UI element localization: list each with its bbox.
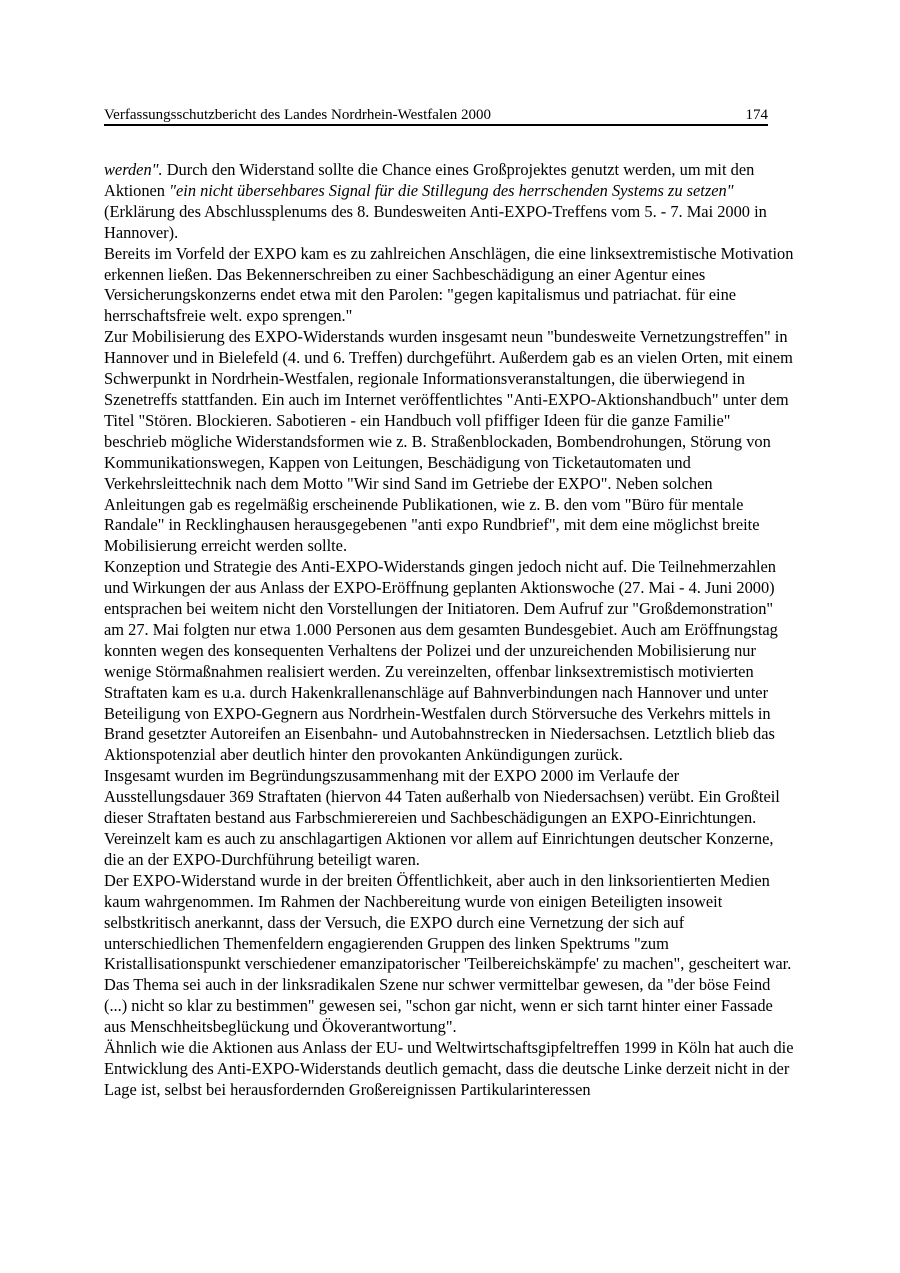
text-segment-italic: werden". — [104, 160, 163, 179]
paragraph — [104, 244, 794, 328]
text-segment: Zur Mobilisierung des EXPO-Widerstands wurden insgesamt neun "bundesweite Vernetzungstreffen" in Hannover und in Bielefeld (4. und 6. Treffen) durchgeführt. Außerdem gab es an vielen Orten, mit einem Schwerpunkt in Nordrhein-Westfalen, regionale Informationsveranstaltungen, die überwiegend in Szenetreffs stattfanden. Ein auch im Internet veröffentlichtes "Anti-EXPO-Aktionshandbuch" unter dem Titel "Stören. Blockieren. Sabotieren - ein Handbuch voll pfiffiger Ideen für die ganze Familie" beschrieb mögliche Widerstandsformen wie z. B. Straßenblockaden, Bombendrohungen, Störung von Kommunikationswegen, Kappen von Leitungen, Beschädigung von Ticketautomaten und Verkehrsleittechnik nach dem Motto "Wir sind Sand im Getriebe der EXPO". Neben solchen Anleitungen gab es regelmäßig erscheinende Publikationen, wie z. B. den vom "Büro für mentale Randale" in Recklinghausen herausgegebenen "anti expo Rundbrief", mit dem eine möglichst breite Mobilisierung erreicht werden sollte. — [104, 327, 793, 556]
page-header — [104, 106, 768, 126]
text-segment: Ähnlich wie die Aktionen aus Anlass der EU- und Weltwirtschaftsgipfeltreffen 1999 in Köln hat auch die Entwicklung des Anti-EXPO-Widerstands deutlich gemacht, dass die deutsche Linke derzeit nicht in der Lage ist, selbst bei herausfordernden Großereignissen Partikularinteressen — [104, 1038, 794, 1099]
text-segment-italic: "ein nicht übersehbares Signal für die Stillegung des herrschenden Systems zu setzen" — [169, 180, 734, 200]
text-segment: Bereits im Vorfeld der EXPO kam es zu zahlreichen Anschlägen, die eine linksextremistische Motivation erkennen ließen. Das Bekennerschreiben zu einer Sachbeschädigung an einer Agentur eines Versicherungskonzerns endet etwa mit den Parolen: "gegen kapitalismus und patriachat. für eine herrschaftsfreie welt. expo sprengen." — [104, 243, 794, 326]
paragraph — [104, 327, 794, 557]
text-segment: (Erklärung des Abschlussplenums des 8. Bundesweiten Anti-EXPO-Treffens vom 5. - 7. Mai 2000 in Hannover). — [104, 201, 767, 242]
page-number: 174 — [745, 107, 768, 123]
paragraph — [104, 160, 794, 244]
body-text — [104, 160, 794, 1101]
text-segment: Der EXPO-Widerstand wurde in der breiten Öffentlichkeit, aber auch in den linksorientierten Medien kaum wahrgenommen. Im Rahmen der Nachbereitung wurde von einigen Beteiligten insoweit selbstkritisch anerkannt, dass der Versuch, die EXPO durch eine Vernetzung der sich auf unterschiedlichen Themenfeldern engagierenden Gruppen des linken Spektrums "zum Kristallisationspunkt verschiedener emanzipatorischer 'Teilbereichskämpfe' zu machen", gescheitert war. Das Thema sei auch in der linksradikalen Szene nur schwer vermittelbar gewesen, da "der böse Feind (...) nicht so klar zu bestimmen" gewesen sei, "schon gar nicht, wenn er sich tarnt hinter einer Fassade aus Menschheitsbeglückung und Ökoverantwortung". — [104, 870, 792, 1037]
paragraph — [104, 766, 794, 871]
text-segment: Durch den Widerstand sollte die Chance eines Großprojektes genutzt werden, um mit den Aktionen — [104, 160, 755, 200]
paragraph — [104, 871, 794, 1038]
text-segment: Insgesamt wurden im Begründungszusammenhang mit der EXPO 2000 im Verlaufe der Ausstellungsdauer 369 Straftaten (hiervon 44 Taten außerhalb von Niedersachsen) verübt. Ein Großteil dieser Straftaten bestand aus Farbschmierereien und Sachbeschädigungen an EXPO-Einrichtungen. Vereinzelt kam es auch zu anschlagartigen Aktionen vor allem auf Einrichtungen deutscher Konzerne, die an der EXPO-Durchführung beteiligt waren. — [104, 766, 780, 869]
header-title: Verfassungsschutzbericht des Landes Nordrhein-Westfalen 2000 — [104, 107, 492, 123]
paragraph — [104, 557, 794, 766]
text-segment: Konzeption und Strategie des Anti-EXPO-Widerstands gingen jedoch nicht auf. Die Teilnehmerzahlen und Wirkungen der aus Anlass der EXPO-Eröffnung geplanten Aktionswoche (27. Mai - 4. Juni 2000) entsprachen bei weitem nicht den Vorstellungen der Initiatoren. Dem Aufruf zur "Großdemonstration" am 27. Mai folgten nur etwa 1.000 Personen aus dem gesamten Bundesgebiet. Auch am Eröffnungstag konnten wegen des konsequenten Verhaltens der Polizei und der unzureichenden Mobilisierung nur wenige Störmaßnahmen realisiert werden. Zu vereinzelten, offenbar linksextremistisch motivierten Straftaten kam es u.a. durch Hakenkrallenanschläge auf Bahnverbindungen nach Hannover und unter Beteiligung von EXPO-Gegnern aus Nordrhein-Westfalen durch Störversuche des Verkehrs mittels in Brand gesetzter Autoreifen an Eisenbahn- und Autobahnstrecken in Niedersachsen. Letztlich blieb das Aktionspotenzial aber deutlich hinter den provokanten Ankündigungen zurück. — [104, 557, 778, 765]
paragraph — [104, 1038, 794, 1101]
